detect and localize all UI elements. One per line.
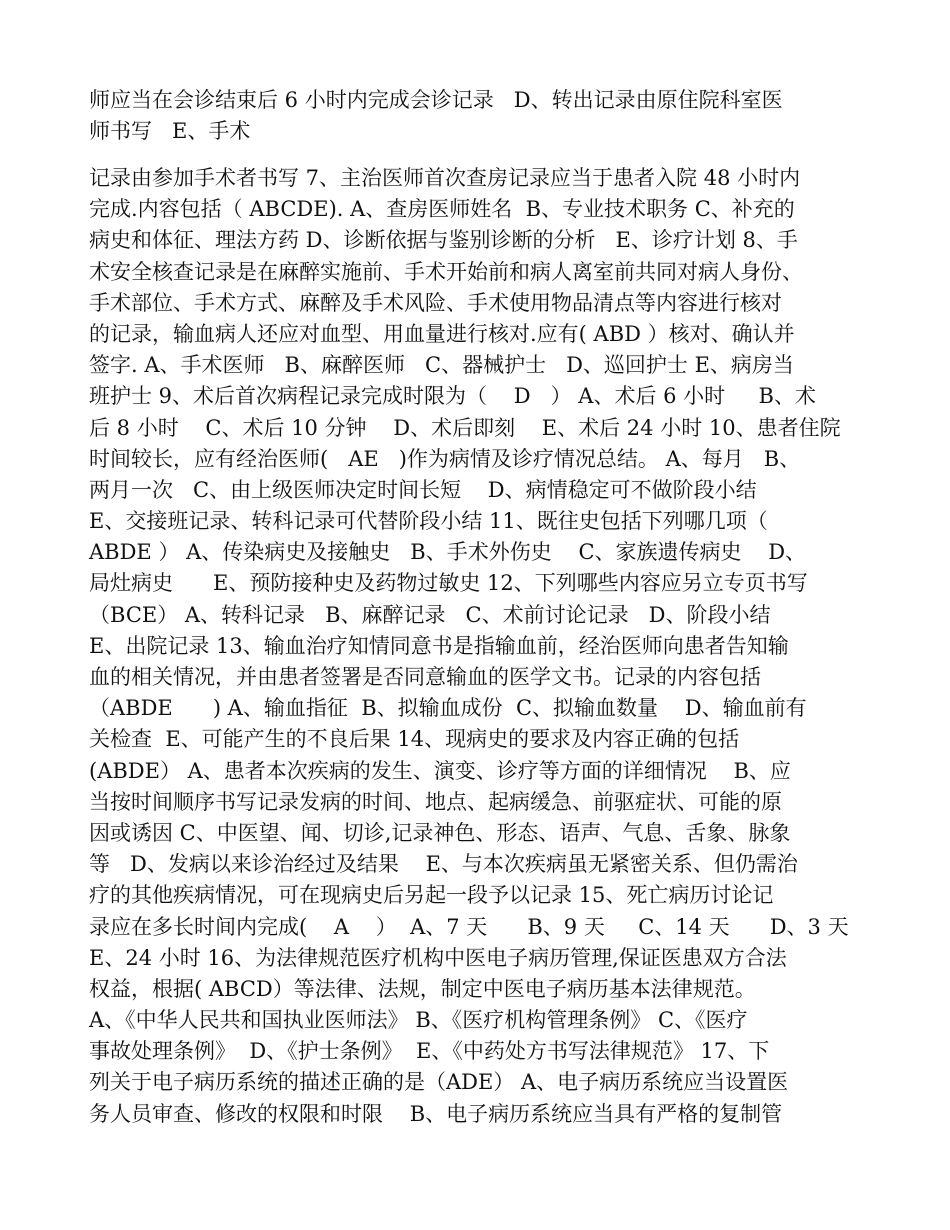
text-line: 疗的其他疾病情况，可在现病史后另起一段予以记录 15、死亡病历讨论记 [89,883,774,908]
text-line: 事故处理条例》 D、《护士条例》 E、《中药处方书写法律规范》 17、下 [89,1039,770,1064]
text-line: E、出院记录 13、输血治疗知情同意书是指输血前，经治医师向患者告知输 [89,633,789,658]
text-line: 等 D、发病以来诊治经过及结果 E、与本次疾病虽无紧密关系、但仍需治 [89,852,798,877]
text-line: 术安全核查记录是在麻醉实施前、手术开始前和病人离室前共同对病人身份、 [89,259,803,284]
text-line: 务人员审查、修改的权限和时限 B、电子病历系统应当具有严格的复制管 [89,1101,783,1126]
text-line: 时间较长，应有经治医师( AE )作为病情及诊疗情况总结。 A、每月 B、 [89,446,801,471]
text-line: 班护士 9、术后首次病程记录完成时限为（ D ） A、术后 6 小时 B、术 [89,384,816,409]
paragraph-2 [89,163,879,1130]
text-line: 病史和体征、理法方药 D、诊断依据与鉴别诊断的分析 E、诊疗计划 8、手 [89,228,798,253]
text-line: 录应在多长时间内完成( A ） A、7 天 B、9 天 C、14 天 D、3 天 [89,914,849,939]
text-line: 记录由参加手术者书写 7、主治医师首次查房记录应当于患者入院 48 小时内 [89,166,801,190]
text-line: E、24 小时 16、为法律规范医疗机构中医电子病历管理,保证医患双方合法 [89,945,787,970]
text-line: 完成.内容包括（ ABCDE). A、查房医师姓名 B、专业技术职务 C、补充的 [89,197,795,222]
text-line: 师应当在会诊结束后 6 小时内完成会诊记录 D、转出记录由原住院科室医 [89,88,783,112]
text-line: ABDE ） A、传染病史及接触史 B、手术外伤史 C、家族遗传病史 D、 [89,540,807,565]
text-line: 权益，根据( ABCD）等法律、法规，制定中医电子病历基本法律规范。 [89,976,756,1001]
text-line: 关检查 E、可能产生的不良后果 14、现病史的要求及内容正确的包括 [89,727,740,752]
text-line: E、交接班记录、转科记录可代替阶段小结 11、既往史包括下列哪几项（ [89,509,768,534]
paragraph-1 [89,85,879,147]
text-line: 血的相关情况，并由患者签署是否同意输血的医学文书。记录的内容包括 [89,665,761,689]
text-line: A、《中华人民共和国执业医师法》 B、《医疗机构管理条例》 C、《医疗 [89,1008,748,1033]
text-line: （ABDE ) A、输血指征 B、拟输血成份 C、拟输血数量 D、输血前有 [89,696,807,721]
text-line: (ABDE） A、患者本次疾病的发生、演变、诊疗等方面的详细情况 B、应 [89,758,791,783]
text-line: 局灶病史 E、预防接种史及药物过敏史 12、下列哪些内容应另立专页书写 [89,571,808,596]
text-line: 两月一次 C、由上级医师决定时间长短 D、病情稳定可不做阶段小结 [89,477,757,502]
text-line: 后 8 小时 C、术后 10 分钟 D、术后即刻 E、术后 24 小时 10、患者住院 [89,415,841,440]
text-line: 签字. A、手术医师 B、麻醉医师 C、器械护士 D、巡回护士 E、病房当 [89,353,794,378]
text-line: 师书写 E、手术 [89,119,251,144]
text-line: 因或诱因 C、中医望、闻、切诊,记录神色、形态、语声、气息、舌象、脉象 [89,820,791,845]
text-line: 手术部位、手术方式、麻醉及手术风险、手术使用物品清点等内容进行核对 [89,290,782,315]
text-line: 当按时间顺序书写记录发病的时间、地点、起病缓急、前驱症状、可能的原 [89,789,782,814]
text-line: （BCE） A、转科记录 B、麻醉记录 C、术前讨论记录 D、阶段小结 [89,602,771,627]
text-line: 列关于电子病历系统的描述正确的是（ADE） A、电子病历系统应当设置医 [89,1070,789,1095]
text-line: 的记录，输血病人还应对血型、用血量进行核对.应有( ABD ）核对、确认并 [89,321,795,346]
